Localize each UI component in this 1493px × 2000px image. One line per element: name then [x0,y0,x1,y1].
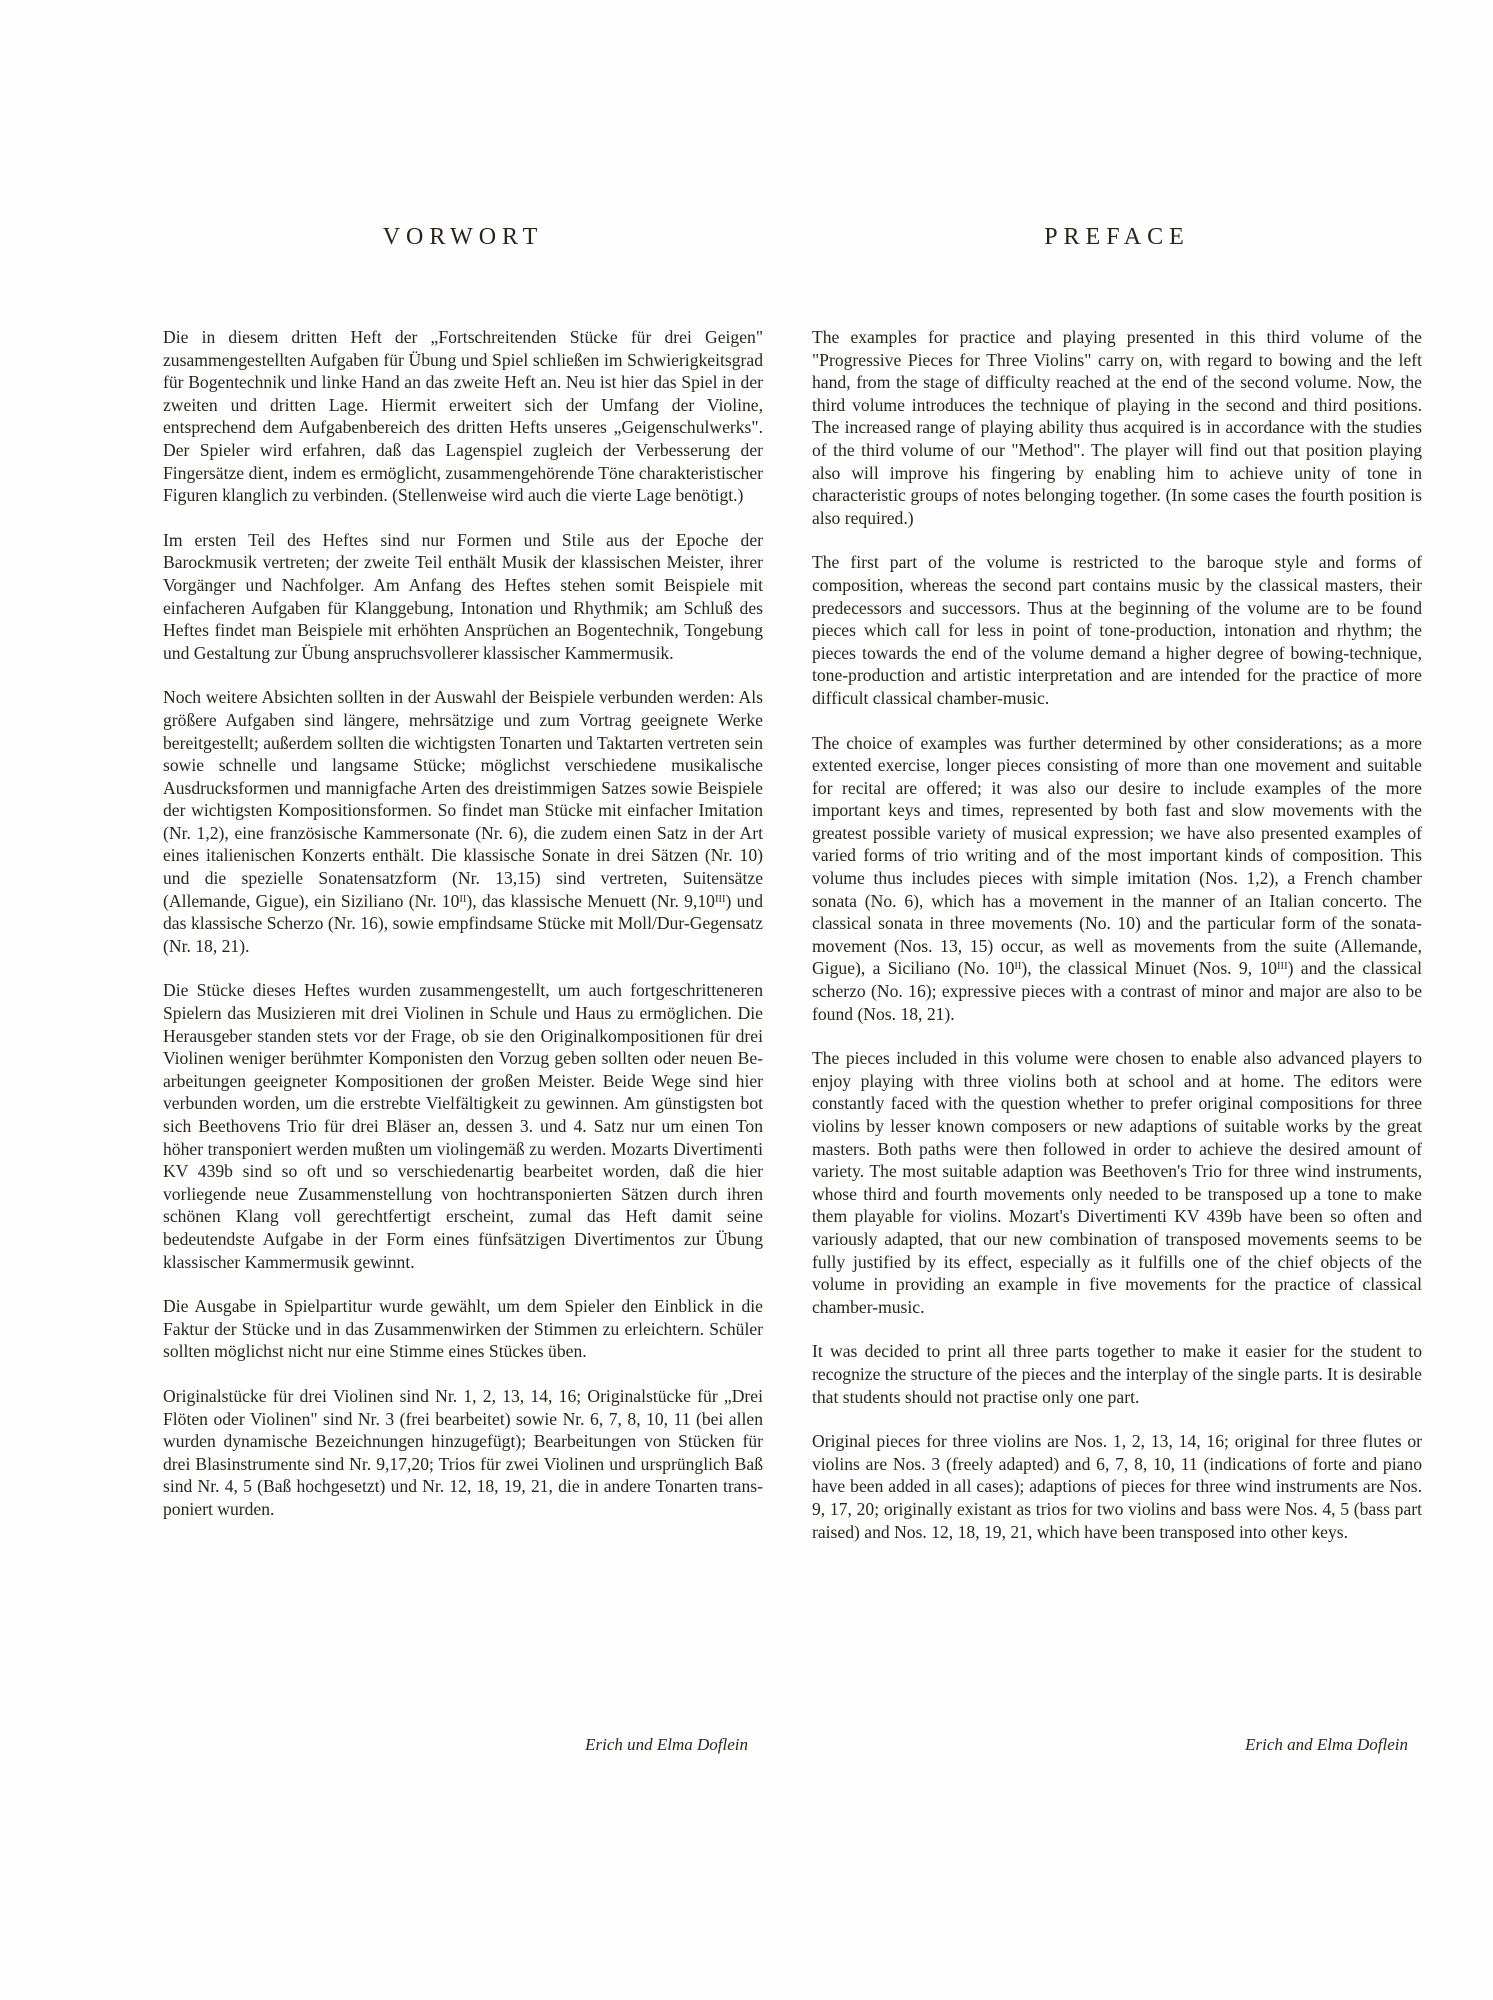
german-signature: Erich und Elma Doflein [585,1735,748,1754]
german-paragraph: Die Stücke dieses Heftes wurden zusammengestellt, um auch fortgeschritteneren Spielern das Musizieren mit drei Violinen in Schule und Haus zu ermöglichen. Die Herausgeber standen stets vor der Frage, ob sie den Originalkompositionen für drei Violinen weniger berühmter Komponisten den Vorzug geben sollten oder neuen Bearbeitungen geeigneter Kompositionen der großen Meister. Beide Wege sind hier verbunden worden, um die erstrebte Vielfältigkeit zu gewinnen. Am günstigsten bot sich Beethovens Trio für drei Bläser an, dessen 3. und 4. Satz nur um einen Ton höher transponiert werden mußten um violingemäß zu werden. Mozarts Divertimenti KV 439b sind so oft und so verschiedenartig bearbeitet worden, daß die hier vorliegende neue Zusammenstellung von hochtransponierten Sätzen durch ihren schönen Klang voll gerechtfertigt erscheint, zumal das Heft damit seine bedeutendste Aufgabe in der Form eines fünfsätzigen Divertimentos zur Übung klassischer Kammermusik gewinnt. [163,980,763,1272]
german-body [163,326,763,1543]
english-paragraph: It was decided to print all three parts together to make it easier for the student to recognize the structure of the pieces and the interplay of the single parts. It is desirable that students should not practise only one part. [812,1341,1422,1407]
vorwort-heading: VORWORT [382,224,544,250]
german-paragraph: Noch weitere Absichten sollten in der Auswahl der Beispiele verbunden werden: Als größere Aufgaben sind längere, mehrsätzige und zum Vortrag geeignete Werke bereitgestellt; außerdem sollten die wichtigsten Tonarten und Taktarten vertreten sein sowie schnelle und langsame Stücke; möglichst verschiedene musikalische Ausdrucksformen und mannigfache Arten des dreistimmigen Satzes sowie Beispiele der wichtigsten Kompositionsformen. So findet man Stücke mit einfacher Imitation (Nr. 1,2), eine französische Kammersonate (Nr. 6), die zudem einen Satz in der Art eines italienischen Konzerts enthält. Die klassische Sonate in drei Sätzen (Nr. 10) und die spezielle Sonatensatzform (Nr. 13,15) sind vertreten, Suitensätze (Allemande, Gigue), ein Siziliano (Nr. 10ᴵᴵ), das klassische Menuett (Nr. 9,10ᴵᴵᴵ) und das klassische Scherzo (Nr. 16), sowie empfindsame Stücke mit Moll/Dur-Gegensatz (Nr. 18, 21). [163,687,763,956]
english-signature: Erich and Elma Doflein [1245,1735,1408,1754]
english-paragraph: The choice of examples was further determined by other considerations; as a more extented exercise, longer pieces consisting of more than one movement and suitable for recital are offered; it was also our desire to include examples of the more important keys and times, represented by both fast and slow movements with the greatest possible variety of musical expression; we have also presented examples of varied forms of trio writing and of the most important kinds of composition. This volume thus includes pieces with simple imitation (Nos. 1,2), a French chamber sonata (No. 6), which has a movement in the manner of an Italian concerto. The classical sonata in three movements (No. 10) and the particular form of the sonata-movement (Nos. 13, 15) occur, as well as movements from the suite (Allemande, Gigue), a Siciliano (No. 10ᴵᴵ), the classical Minuet (Nos. 9, 10ᴵᴵᴵ) and the classical scherzo (No. 16); expressive pieces with a contrast of minor and major are also to be found (Nos. 18, 21). [812,732,1422,1024]
english-paragraph: The examples for practice and playing presented in this third volume of the "Progressive Pieces for Three Violins" carry on, with regard to bowing and the left hand, from the stage of difficulty reached at the end of the second volume. Now, the third volume introduces the technique of playing in the second and third positions. The increased range of playing ability thus acquired is in accordance with the studies of the third volume of our "Method". The player will find out that position playing also will improve his fingering by enabling him to achieve unity of tone in characteristic groups of notes belonging together. (In some cases the fourth position is also required.) [812,327,1422,528]
german-paragraph: Originalstücke für drei Violinen sind Nr. 1, 2, 13, 14, 16; Originalstücke für „Drei Flöten oder Violinen" sind Nr. 3 (frei bearbeitet) sowie Nr. 6, 7, 8, 10, 11 (bei allen wurden dynamische Bezeichnungen hinzugefügt); Bearbeitungen von Stücken für drei Blasinstrumente sind Nr. 9,17,20; Trios für zwei Violinen und ursprünglich Baß sind Nr. 4, 5 (Baß hochgesetzt) und Nr. 12, 18, 19, 21, die in andere Tonarten transponiert wurden. [163,1385,763,1519]
german-paragraph: Die Ausgabe in Spielpartitur wurde gewählt, um dem Spieler den Einblick in die Faktur der Stücke und in das Zusammenwirken der Stimmen zu erleichtern. Schüler sollten möglichst nicht nur eine Stimme eines Stückes üben. [163,1296,763,1362]
preface-heading: PREFACE [1044,224,1190,250]
english-paragraph: Original pieces for three violins are Nos. 1, 2, 13, 14, 16; original for three flutes or violins are Nos. 3 (freely adapted) and 6, 7, 8, 10, 11 (indications of forte and piano have been added in all cases); adaptions of pieces for three wind instruments are Nos. 9, 17, 20; originally existant as trios for two violins and bass were Nos. 4, 5 (bass part raised) and Nos. 12, 18, 19, 21, which have been transposed into other keys. [812,1431,1422,1542]
english-paragraph: The pieces included in this volume were chosen to enable also advanced players to enjoy playing with three violins both at school and at home. The editors were constantly faced with the question whether to prefer original compositions for three violins by lesser known composers or new adaptions of suitable works by the great masters. Both paths were then followed in order to achieve the desired amount of variety. The most suitable adaption was Beethoven's Trio for three wind instruments, whose third and fourth movements only needed to be transposed up a tone to make them playable for violins. Mozart's Divertimenti KV 439b have been so often and variously adapted, that our new combination of transposed movements seems to be fully justified by its effect, especially as it fulfills one of the chief objects of the volume in providing an example in five movements for the practice of classical chamber-music. [812,1048,1422,1317]
german-paragraph: Im ersten Teil des Heftes sind nur Formen und Stile aus der Epoche der Barockmusik vertreten; der zweite Teil enthält Musik der klassischen Meister, ihrer Vorgänger und Nachfolger. Am Anfang des Heftes stehen somit Beispiele mit einfacheren Aufgaben für Klanggebung, Intonation und Rhythmik; am Schluß des Heftes findet man Beispiele mit erhöhten Ansprüchen an Bogentechnik, Tongebung und Gestaltung zur Übung anspruchsvollerer klassischer Kammermusik. [163,529,763,663]
english-paragraph: The first part of the volume is restricted to the baroque style and forms of composition, whereas the second part contains music by the classical masters, their predecessors and successors. Thus at the beginning of the volume are to be found pieces which call for less in point of tone-production, intonation and rhythm; the pieces towards the end of the volume demand a higher degree of bowing-technique, tone-production and artistic interpretation and are intended for the practice of more difficult classical chamber-music. [812,552,1422,708]
english-body [812,326,1422,1565]
german-paragraph: Die in diesem dritten Heft der „Fortschreitenden Stücke für drei Geigen" zusammengestellten Aufgaben für Übung und Spiel schließen im Schwierigkeitsgrad für Bogentechnik und linke Hand an das zweite Heft an. Neu ist hier das Spiel in der zweiten und dritten Lage. Hiermit erweitert sich der Umfang der Violine, entsprechend dem Aufgabenbereich des dritten Hefts unseres „Geigenschulwerks". Der Spieler wird erfahren, daß das Lagenspiel zugleich der Verbesserung der Fingersätze dient, indem es ermöglicht, zusammengehörende Töne charakteristischer Figuren klanglich zu verbinden. (Stellenweise wird auch die vierte Lage benötigt.) [163,327,763,506]
